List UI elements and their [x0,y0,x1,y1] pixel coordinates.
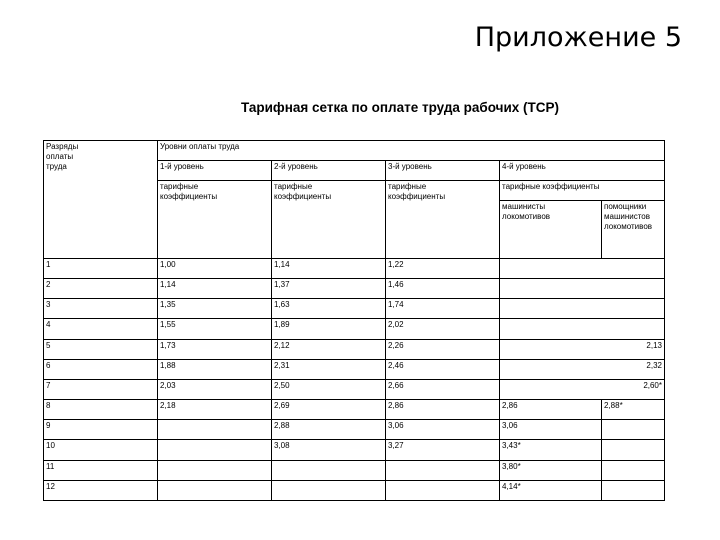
level-3-cell: 2,46 [386,359,500,379]
header-coeff-3 [386,181,500,259]
table-row [44,379,665,399]
level-2-cell: 2,31 [272,359,386,379]
machinists-cell: 4,14* [500,480,602,500]
grade-cell: 7 [44,379,158,399]
header-machinists-line: локомотивов [502,212,551,222]
table-row [44,460,665,480]
level-4-cell: 2,32 [500,359,665,379]
level-2-cell: 2,12 [272,339,386,359]
level-4-cell [500,279,665,299]
header-coeff-4: тарифные коэффициенты [500,181,665,201]
table-row [44,258,665,278]
table-row [44,339,665,359]
appendix-label: Приложение 5 [474,22,682,53]
grade-cell: 12 [44,480,158,500]
assistants-cell [602,460,665,480]
grade-cell: 9 [44,420,158,440]
level-3-cell: 2,26 [386,339,500,359]
level-1-cell: 2,18 [158,400,272,420]
table-row [44,440,665,460]
header-coeff-line: коэффициенты [388,192,446,202]
header-coeff-line: коэффициенты [160,192,218,202]
level-4-cell [500,319,665,339]
level-3-cell [386,480,500,500]
machinists-cell: 3,80* [500,460,602,480]
header-assistants-line: машинистов [604,212,650,222]
header-assistants-line: помощники [604,202,647,212]
assistants-cell [602,480,665,500]
level-2-cell: 2,50 [272,379,386,399]
level-3-cell: 1,74 [386,299,500,319]
grade-cell: 3 [44,299,158,319]
table-row [44,359,665,379]
level-3-cell: 3,27 [386,440,500,460]
level-1-cell: 2,03 [158,379,272,399]
header-coeff-1 [158,181,272,259]
grade-cell: 4 [44,319,158,339]
table-row [44,480,665,500]
level-1-cell: 1,35 [158,299,272,319]
tariff-table-body [44,141,665,501]
header-grades-line: Разряды [46,142,79,151]
machinists-cell: 3,06 [500,420,602,440]
table-row [44,279,665,299]
table-row [44,319,665,339]
header-machinists [500,201,602,258]
header-grades-line: оплаты [46,152,74,161]
level-2-cell: 1,14 [272,258,386,278]
header-coeff-line: тарифные [274,182,313,192]
level-2-cell: 2,69 [272,400,386,420]
grade-cell: 10 [44,440,158,460]
level-2-cell [272,460,386,480]
level-4-cell [500,299,665,319]
tariff-table [43,140,665,501]
machinists-cell: 3,43* [500,440,602,460]
grade-cell: 6 [44,359,158,379]
assistants-cell [602,420,665,440]
level-3-cell: 2,66 [386,379,500,399]
header-level-2: 2-й уровень [272,161,386,181]
level-1-cell: 1,00 [158,258,272,278]
grade-cell: 11 [44,460,158,480]
page-title: Тарифная сетка по оплате труда рабочих (ТСР) [240,100,560,115]
header-assistants-line: локомотивов [604,222,653,232]
level-1-cell [158,480,272,500]
level-1-cell: 1,14 [158,279,272,299]
level-2-cell: 1,63 [272,299,386,319]
level-3-cell: 1,46 [386,279,500,299]
level-2-cell: 3,08 [272,440,386,460]
level-3-cell: 1,22 [386,258,500,278]
level-3-cell: 2,86 [386,400,500,420]
grade-cell: 2 [44,279,158,299]
level-1-cell: 1,73 [158,339,272,359]
grade-cell: 8 [44,400,158,420]
table-row [44,299,665,319]
header-pay-levels: Уровни оплаты труда [158,141,665,161]
grade-cell: 1 [44,258,158,278]
level-1-cell: 1,88 [158,359,272,379]
level-1-cell: 1,55 [158,319,272,339]
header-coeff-line: тарифные [160,182,199,192]
level-2-cell: 1,89 [272,319,386,339]
level-2-cell [272,480,386,500]
level-4-cell [500,258,665,278]
level-1-cell [158,460,272,480]
header-grades-line: труда [46,162,67,171]
level-4-cell: 2,60* [500,379,665,399]
level-1-cell [158,440,272,460]
level-2-cell: 1,37 [272,279,386,299]
header-assistants [602,201,665,258]
level-4-cell: 2,13 [500,339,665,359]
machinists-cell: 2,86 [500,400,602,420]
table-row [44,400,665,420]
header-coeff-line: коэффициенты [274,192,332,202]
header-level-3: 3-й уровень [386,161,500,181]
table-row [44,420,665,440]
level-3-cell: 3,06 [386,420,500,440]
header-grades [44,141,158,259]
header-machinists-line: машинисты [502,202,546,212]
level-2-cell: 2,88 [272,420,386,440]
header-level-4: 4-й уровень [500,161,665,181]
level-1-cell [158,420,272,440]
level-3-cell [386,460,500,480]
level-3-cell: 2,02 [386,319,500,339]
assistants-cell: 2,88* [602,400,665,420]
header-coeff-2 [272,181,386,259]
header-level-1: 1-й уровень [158,161,272,181]
assistants-cell [602,440,665,460]
header-coeff-line: тарифные [388,182,427,192]
grade-cell: 5 [44,339,158,359]
